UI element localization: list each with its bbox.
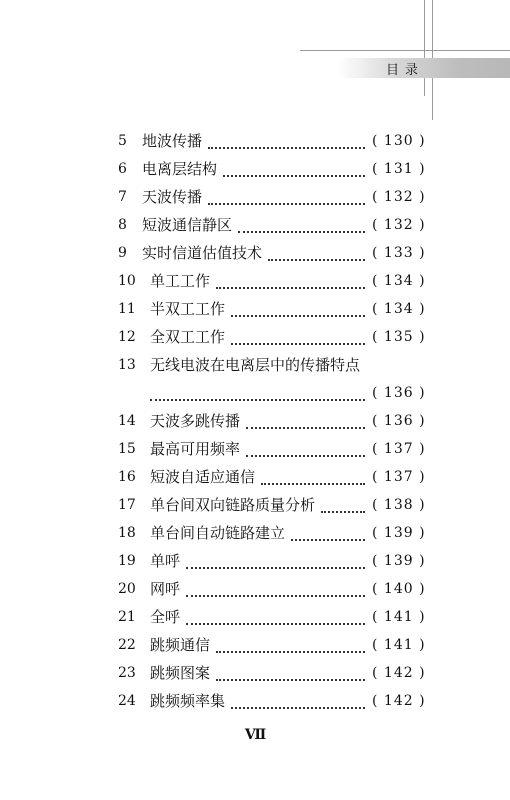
toc-entry <box>0 604 510 632</box>
section-title: 目录 <box>386 63 425 78</box>
entry-number: 10 <box>118 273 136 289</box>
entry-title: 天波传播 <box>142 188 203 206</box>
dot-leader <box>208 133 365 149</box>
entry-title: 半双工工作 <box>150 300 226 318</box>
dot-leader <box>231 301 365 317</box>
header-rule-vertical-1 <box>424 0 425 96</box>
toc-entry <box>0 520 510 548</box>
toc-entry <box>0 212 510 240</box>
toc-entry <box>0 184 510 212</box>
toc-entry <box>0 548 510 576</box>
entry-page: ( 130 ) <box>372 133 426 149</box>
entry-title: 单呼 <box>150 552 181 570</box>
entry-number: 23 <box>118 665 136 681</box>
entry-page: ( 138 ) <box>372 497 426 513</box>
toc-entry <box>0 240 510 268</box>
entry-title: 全呼 <box>150 608 181 626</box>
entry-number: 13 <box>118 357 136 373</box>
entry-title: 网呼 <box>150 580 181 598</box>
dot-leader <box>268 245 365 261</box>
entry-title: 全双工工作 <box>150 328 226 346</box>
entry-number: 17 <box>118 497 136 513</box>
toc-entry <box>0 352 510 408</box>
entry-title: 跳频通信 <box>150 636 211 654</box>
page-number: Ⅶ <box>244 727 266 743</box>
entry-page: ( 137 ) <box>372 441 426 457</box>
dot-leader <box>216 665 365 681</box>
entry-number: 8 <box>118 217 127 233</box>
dot-leader <box>246 413 365 429</box>
entry-number: 11 <box>118 301 136 317</box>
entry-title: 单台间自动链路建立 <box>150 524 286 542</box>
toc-entry <box>0 660 510 688</box>
entry-page: ( 137 ) <box>372 469 426 485</box>
table-of-contents <box>0 128 510 716</box>
entry-title: 天波多跳传播 <box>150 412 241 430</box>
entry-number: 12 <box>118 329 136 345</box>
toc-entry <box>0 268 510 296</box>
entry-page: ( 139 ) <box>372 525 426 541</box>
toc-entry <box>0 436 510 464</box>
entry-page: ( 139 ) <box>372 553 426 569</box>
dot-leader <box>186 553 365 569</box>
toc-entry <box>0 688 510 716</box>
dot-leader <box>216 273 365 289</box>
dot-leader <box>231 329 365 345</box>
dot-leader <box>150 385 365 401</box>
entry-number: 21 <box>118 609 136 625</box>
entry-page: ( 131 ) <box>372 161 426 177</box>
entry-page: ( 135 ) <box>372 329 426 345</box>
entry-title: 跳频频率集 <box>150 692 226 710</box>
toc-entry <box>0 156 510 184</box>
dot-leader <box>291 525 365 541</box>
entry-number: 16 <box>118 469 136 485</box>
dot-leader <box>238 217 365 233</box>
entry-number: 24 <box>118 693 136 709</box>
dot-leader <box>231 693 365 709</box>
dot-leader <box>216 637 365 653</box>
entry-number: 5 <box>118 133 127 149</box>
entry-title: 最高可用频率 <box>150 440 241 458</box>
entry-number: 18 <box>118 525 136 541</box>
entry-title: 单工工作 <box>150 272 211 290</box>
entry-page: ( 140 ) <box>372 581 426 597</box>
dot-leader <box>186 581 365 597</box>
dot-leader <box>223 161 365 177</box>
entry-number: 20 <box>118 581 136 597</box>
toc-entry <box>0 576 510 604</box>
entry-title: 跳频图案 <box>150 664 211 682</box>
entry-page: ( 132 ) <box>372 217 426 233</box>
entry-page: ( 141 ) <box>372 609 426 625</box>
entry-page: ( 141 ) <box>372 637 426 653</box>
entry-title: 实时信道估值技术 <box>142 244 263 262</box>
entry-page: ( 133 ) <box>372 245 426 261</box>
header-rule-horizontal <box>300 50 510 51</box>
toc-entry <box>0 296 510 324</box>
toc-entry <box>0 632 510 660</box>
toc-entry <box>0 492 510 520</box>
entry-title: 单台间双向链路质量分析 <box>150 496 316 514</box>
entry-title: 无线电波在电离层中的传播特点 <box>150 356 361 374</box>
dot-leader <box>321 497 365 513</box>
entry-title: 电离层结构 <box>142 160 218 178</box>
entry-page: ( 134 ) <box>372 301 426 317</box>
entry-number: 22 <box>118 637 136 653</box>
entry-number: 19 <box>118 553 136 569</box>
dot-leader <box>261 469 365 485</box>
entry-number: 15 <box>118 441 136 457</box>
entry-title: 短波自适应通信 <box>150 468 256 486</box>
toc-entry <box>0 128 510 156</box>
toc-entry <box>0 408 510 436</box>
entry-page: ( 132 ) <box>372 189 426 205</box>
entry-number: 7 <box>118 189 127 205</box>
entry-number: 14 <box>118 413 136 429</box>
entry-title: 短波通信静区 <box>142 216 233 234</box>
entry-title: 地波传播 <box>142 132 203 150</box>
entry-page: ( 134 ) <box>372 273 426 289</box>
entry-page: ( 136 ) <box>372 413 426 429</box>
toc-entry <box>0 324 510 352</box>
entry-page: ( 142 ) <box>372 665 426 681</box>
toc-entry <box>0 464 510 492</box>
entry-page: ( 142 ) <box>372 693 426 709</box>
dot-leader <box>208 189 365 205</box>
dot-leader <box>246 441 365 457</box>
entry-number: 9 <box>118 245 127 261</box>
dot-leader <box>186 609 365 625</box>
entry-number: 6 <box>118 161 127 177</box>
entry-page: ( 136 ) <box>372 385 426 401</box>
